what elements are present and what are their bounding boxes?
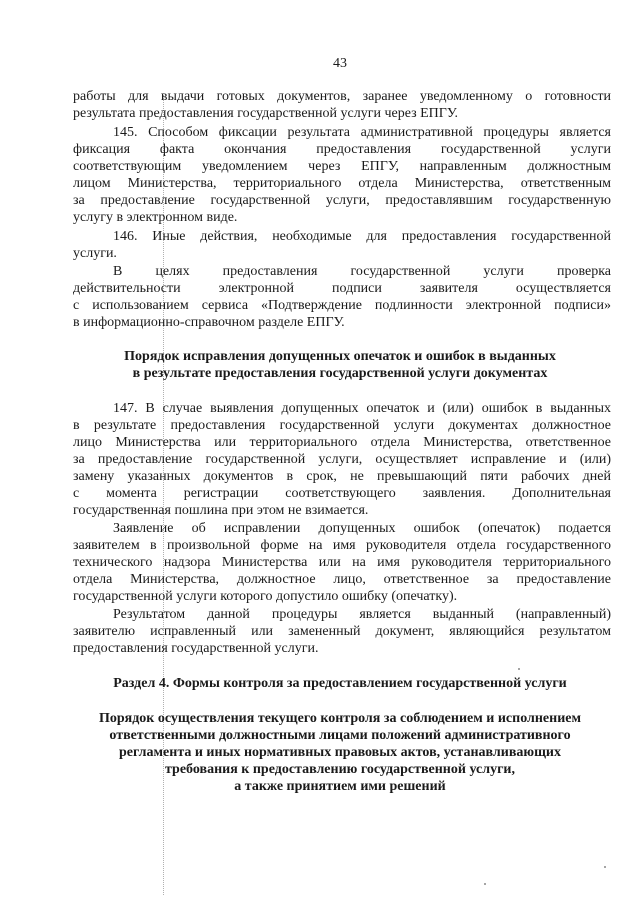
scan-speck [484, 883, 486, 885]
paragraph-line: отдела Министерства, должностное лицо, ответственное за предоставление [73, 572, 611, 587]
paragraph-line: соответствующим уведомлением через ЕПГУ, направленным должностным [73, 159, 611, 174]
paragraph-line: действительности электронной подписи заявителя осуществляется [73, 281, 611, 296]
paragraph-line: за предоставление государственной услуги, предоставлявшим государственную [73, 193, 611, 208]
section-heading-line: в результате предоставления государственной услуги документах [132, 366, 548, 381]
paragraph-line: с момента регистрации соответствующего заявления. Дополнительная [73, 486, 611, 501]
paragraph-line: услуги. [73, 246, 117, 261]
paragraph-line: предоставления государственной услуги. [73, 641, 319, 656]
section-heading-line: Порядок исправления допущенных опечаток и ошибок в выданных [124, 349, 556, 364]
paragraph-line: за предоставление государственной услуги, осуществляет исправление и (или) [73, 452, 611, 467]
paragraph-line: услугу в электронном виде. [73, 210, 238, 225]
paragraph-line: заявителю исправленный или замененный документ, являющийся результатом [73, 624, 611, 639]
subsection-heading-line: требования к предоставлению государственной услуги, [165, 762, 515, 777]
subsection-heading-line: Порядок осуществления текущего контроля за соблюдением и исполнением [98, 711, 582, 726]
paragraph-line: результата предоставления государственной услуги через ЕПГУ. [73, 106, 459, 121]
paragraph-line: 146. Иные действия, необходимые для предоставления государственной [113, 229, 611, 244]
paragraph-line: технического надзора Министерства или на имя руководителя территориального [73, 555, 611, 570]
paragraph-line: работы для выдачи готовых документов, заранее уведомленному о готовности [73, 89, 611, 104]
paragraph-line: 145. Способом фиксации результата административной процедуры является [113, 125, 611, 140]
subsection-heading-line: а также принятием ими решений [234, 779, 446, 794]
paragraph-line: с использованием сервиса «Подтверждение подлинности электронной подписи» [73, 298, 611, 313]
paragraph-line: государственная пошлина при этом не взимается. [73, 503, 369, 518]
subsection-heading-line: регламента и иных нормативных правовых актов, устанавливающих [119, 745, 561, 760]
subsection-heading-line: ответственными должностными лицами положений административного [109, 728, 571, 743]
page-number: 43 [333, 56, 347, 71]
paragraph-line: в информационно-справочном разделе ЕПГУ. [73, 315, 345, 330]
paragraph-line: лицо Министерства или территориального отдела Министерства, ответственное [73, 435, 611, 450]
scan-speck [604, 866, 606, 868]
paragraph-line: замену указанных документов в срок, не превышающий пяти рабочих дней [73, 469, 611, 484]
paragraph-line: лицом Министерства, территориального отдела Министерства, ответственным [73, 176, 611, 191]
paragraph-line: фиксация факта окончания предоставления государственной услуги [73, 142, 611, 157]
paragraph-line: заявителем в произвольной форме на имя руководителя отдела государственного [73, 538, 611, 553]
paragraph-line: Результатом данной процедуры является выданный (направленный) [113, 607, 611, 622]
paragraph-line: в результате предоставления государственной услуги документах должностное [73, 418, 611, 433]
paragraph-line: В целях предоставления государственной услуги проверка [113, 264, 611, 279]
section-title: Раздел 4. Формы контроля за предоставлением государственной услуги [113, 676, 567, 691]
paragraph-line: Заявление об исправлении допущенных ошибок (опечаток) подается [113, 521, 611, 536]
scan-speck [518, 668, 520, 670]
paragraph-line: 147. В случае выявления допущенных опечаток и (или) ошибок в выданных [113, 401, 611, 416]
paragraph-line: государственной услуги которого допустило ошибку (опечатку). [73, 589, 458, 604]
